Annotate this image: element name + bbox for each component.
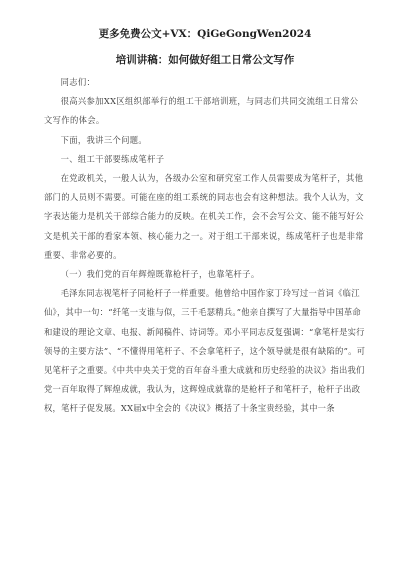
subsection-heading-1: （一）我们党的百年辉煌既靠枪杆子，也靠笔杆子。 bbox=[60, 269, 260, 280]
opening-paragraph: 很高兴参加XX区组织部举行的组工干部培训班，与同志们共同交流组工日常公文写作的体会。 bbox=[44, 96, 359, 126]
section-heading-1: 一、组工干部要练成笔杆子 bbox=[60, 153, 165, 164]
document-title: 培训讲稿：如何做好组工日常公文写作 bbox=[115, 54, 295, 66]
body-paragraph-1: 在党政机关，一般人认为，各级办公室和研究室工作人员需要成为笔杆子，其他部门的人员则不需要。可能在座的组工系统的同志也会有这种想法。我个人认为，文字表达能力是机关干部综合能力的反映。在机关工作，会不会写公文、能不能写好公文是机关干部的看家本领、核心能力之一。对于组工干部来说，练成笔杆子也是非常重要、非常必要的。 bbox=[44, 173, 364, 260]
promo-banner: 更多免费公文+VX：QiGeGongWen2024 bbox=[98, 28, 312, 40]
salutation-paragraph: 同志们： bbox=[60, 77, 96, 87]
body-paragraph-2: 毛泽东同志视笔杆子同枪杆子一样重要。他曾给中国作家丁玲写过一首词《临江仙》，其中一句：“纤笔一支谁与似，三千毛瑟精兵。”他亲自撰写了大量指导中国革命和建设的理论文章、电报、新闻稿件、诗词等。邓小平同志反复强调：“拿笔杆是实行领导的主要方法”、“不懂得用笔杆子、不会拿笔杆子，这个领导就是很有缺陷的”。可见笔杆子之重要。《中共中央关于党的百年奋斗重大成就和历史经验的决议》指出我们党一百年取得了辉煌成就，我认为，这辉煌成就靠的是枪杆子和笔杆子，枪杆子出政权，笔杆子促发展。XX届x中全会的《决议》概括了十条宝贵经验，其中一条 bbox=[44, 288, 366, 414]
document-body bbox=[44, 73, 366, 419]
outline-paragraph: 下面，我讲三个问题。 bbox=[60, 134, 148, 145]
